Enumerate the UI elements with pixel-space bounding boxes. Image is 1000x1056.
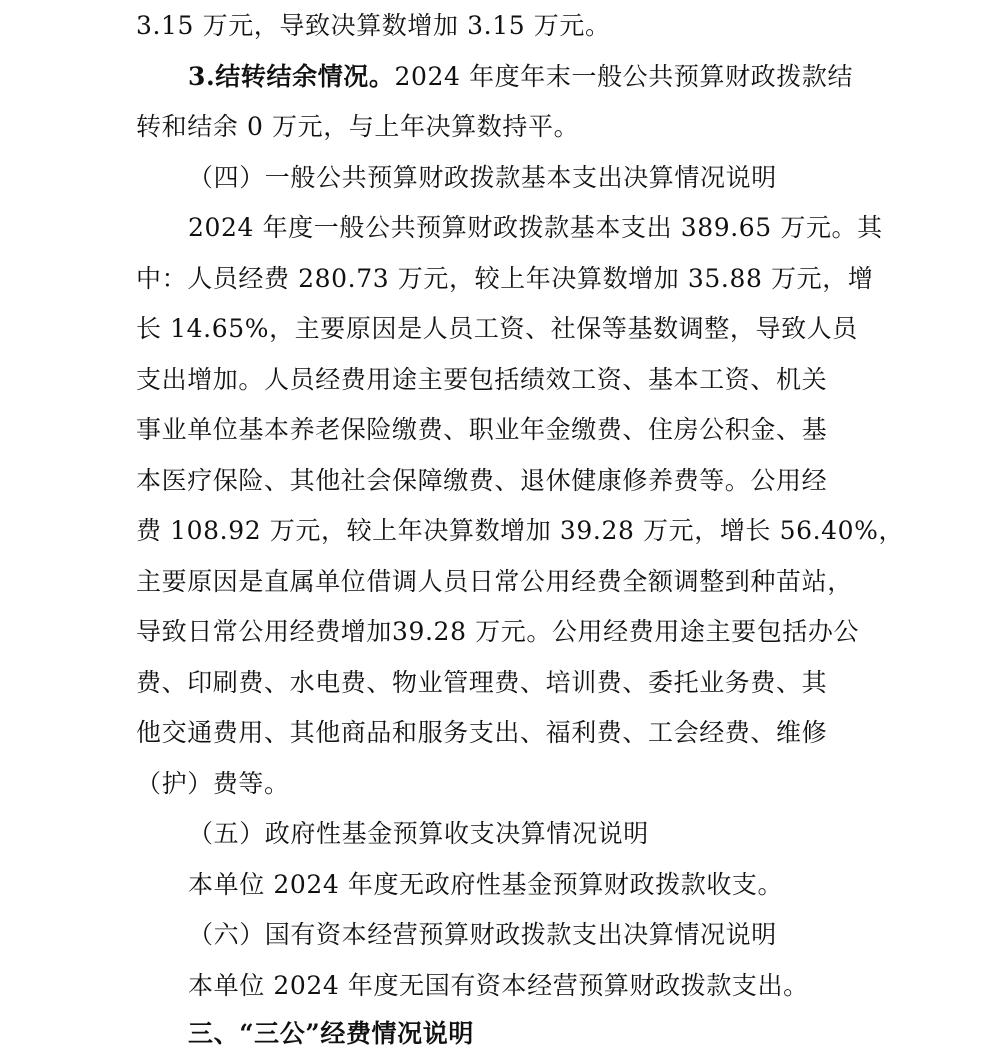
line-text: 长 14.65%，主要原因是人员工资、社保等基数调整，导致人员	[136, 314, 858, 343]
line-text: 主要原因是直属单位借调人员日常公用经费全额调整到种苗站，	[136, 567, 853, 596]
subheading-carryover	[188, 57, 928, 97]
paragraph-line	[136, 360, 876, 400]
paragraph-line	[136, 764, 876, 804]
line-text: （六）国有资本经营预算财政拨款支出决算情况说明	[188, 920, 777, 949]
line-text: 他交通费用、其他商品和服务支出、福利费、工会经费、维修	[136, 718, 828, 747]
section-heading-basic-expenditure	[188, 158, 928, 198]
line-text: 事业单位基本养老保险缴费、职业年金缴费、住房公积金、基	[136, 415, 828, 444]
paragraph-line	[136, 107, 876, 147]
paragraph-line	[188, 966, 928, 1006]
paragraph-line	[136, 259, 876, 299]
line-text: （四）一般公共预算财政拨款基本支出决算情况说明	[188, 163, 777, 192]
line-text: 3.15 万元，导致决算数增加 3.15 万元。	[136, 11, 611, 40]
paragraph-line	[188, 865, 928, 905]
paragraph-line	[136, 612, 876, 652]
line-text: （五）政府性基金预算收支决算情况说明	[188, 819, 649, 848]
paragraph-line	[136, 663, 876, 703]
paragraph-line	[136, 309, 876, 349]
paragraph-line	[188, 208, 928, 248]
section-heading-three-public-expenses	[188, 1014, 928, 1054]
paragraph-line	[136, 511, 905, 551]
section-heading-government-fund	[188, 814, 928, 854]
line-text: 费、印刷费、水电费、物业管理费、培训费、委托业务费、其	[136, 668, 828, 697]
line-text: 本单位 2024 年度无政府性基金预算财政拨款收支。	[188, 870, 784, 899]
line-text: 本医疗保险、其他社会保障缴费、退休健康修养费等。公用经	[136, 466, 828, 495]
line-text: 转和结余 0 万元，与上年决算数持平。	[136, 112, 580, 141]
paragraph-line	[136, 6, 876, 46]
line-text: 中：人员经费 280.73 万元，较上年决算数增加 35.88 万元，增	[136, 264, 874, 293]
paragraph-line	[136, 410, 876, 450]
paragraph-line	[136, 713, 876, 753]
line-text: 支出增加。人员经费用途主要包括绩效工资、基本工资、机关	[136, 365, 828, 394]
line-text: 费 108.92 万元，较上年决算数增加 39.28 万元，增长 56.40%，	[136, 516, 905, 545]
line-text: 本单位 2024 年度无国有资本经营预算财政拨款支出。	[188, 971, 809, 1000]
line-text: 2024 年度年末一般公共预算财政拨款结	[394, 62, 854, 91]
section-heading-state-capital	[188, 915, 928, 955]
subheading-label: 3.结转结余情况。	[188, 62, 395, 91]
line-text: 2024 年度一般公共预算财政拨款基本支出 389.65 万元。其	[188, 213, 883, 242]
line-text: 三、“三公”经费情况说明	[188, 1019, 474, 1048]
line-text: 导致日常公用经费增加39.28 万元。公用经费用途主要包括办公	[136, 617, 860, 646]
line-text: （护）费等。	[136, 769, 290, 798]
paragraph-line	[136, 461, 876, 501]
paragraph-line	[136, 562, 888, 602]
